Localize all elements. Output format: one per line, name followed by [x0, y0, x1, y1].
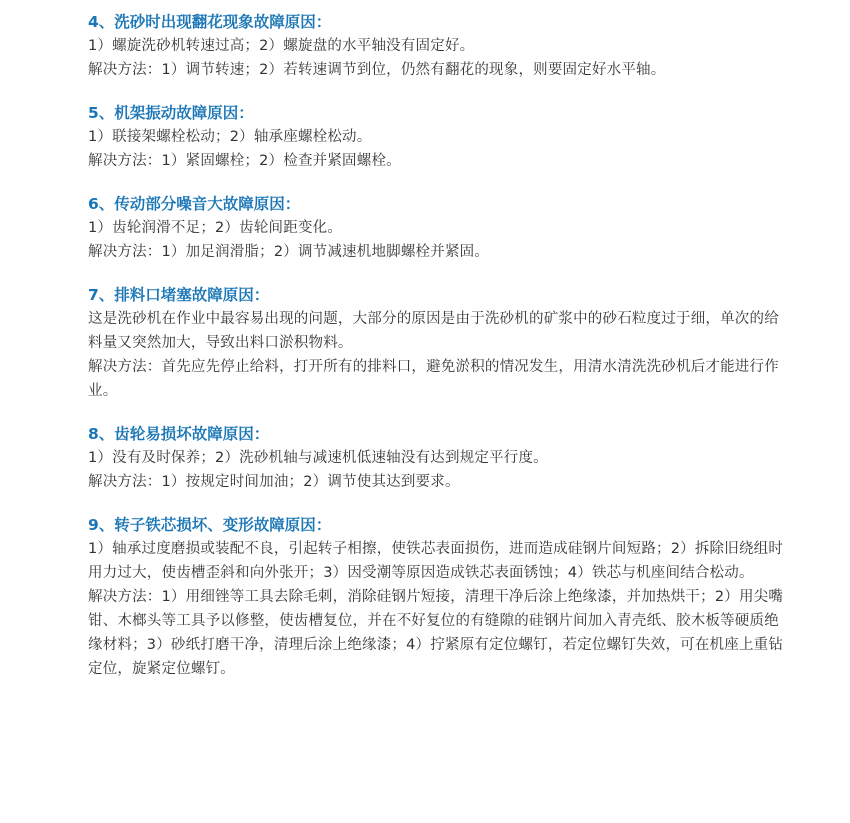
section-heading: 5、机架振动故障原因： — [88, 104, 254, 122]
section-heading: 6、传动部分噪音大故障原因： — [88, 195, 301, 213]
solution-text: 解决方法：首先应先停止给料，打开所有的排料口，避免淤积的情况发生，用清水清洗洗砂机后才能进行作业。 — [88, 359, 779, 399]
fault-section-9 — [88, 513, 790, 681]
section-heading: 8、齿轮易损坏故障原因： — [88, 425, 270, 443]
cause-text: 1）没有及时保养；2）洗砂机轴与减速机低速轴没有达到规定平行度。 — [88, 450, 548, 466]
solution-text: 解决方法：1）紧固螺栓；2）检查并紧固螺栓。 — [88, 153, 401, 169]
fault-section-7 — [88, 283, 790, 403]
solution-text: 解决方法：1）用细锉等工具去除毛刺，消除硅钢片短接，清理干净后涂上绝缘漆，并加热烘干；2）用尖嘴钳、木榔头等工具予以修整，使齿槽复位，并在不好复位的有缝隙的硅钢片间加入青壳纸、胶木板等硬质绝缘材料；3）砂纸打磨干净，清理后涂上绝缘漆；4）拧紧原有定位螺钉，若定位螺钉失效，可在机座上重钻定位，旋紧定位螺钉。 — [88, 589, 784, 677]
solution-text: 解决方法：1）调节转速；2）若转速调节到位，仍然有翻花的现象，则要固定好水平轴。 — [88, 62, 666, 78]
cause-text: 1）联接架螺栓松动；2）轴承座螺栓松动。 — [88, 129, 372, 145]
fault-section-5 — [88, 101, 790, 173]
section-heading: 9、转子铁芯损坏、变形故障原因： — [88, 516, 332, 534]
fault-section-6 — [88, 192, 790, 264]
fault-section-8 — [88, 422, 790, 494]
cause-text: 1）螺旋洗砂机转速过高；2）螺旋盘的水平轴没有固定好。 — [88, 38, 475, 54]
section-heading: 4、洗砂时出现翻花现象故障原因： — [88, 13, 332, 31]
cause-text: 1）轴承过度磨损或装配不良，引起转子相擦，使铁芯表面损伤，进而造成硅钢片间短路；2）拆除旧绕组时用力过大，使齿槽歪斜和向外张开；3）因受潮等原因造成铁芯表面锈蚀；4）铁芯与机座间结合松动。 — [88, 541, 784, 581]
fault-section-4 — [88, 10, 790, 82]
section-heading: 7、排料口堵塞故障原因： — [88, 286, 270, 304]
solution-text: 解决方法：1）按规定时间加油；2）调节使其达到要求。 — [88, 474, 460, 490]
cause-text: 1）齿轮润滑不足；2）齿轮间距变化。 — [88, 220, 343, 236]
solution-text: 解决方法：1）加足润滑脂；2）调节减速机地脚螺栓并紧固。 — [88, 244, 490, 260]
cause-text: 这是洗砂机在作业中最容易出现的问题，大部分的原因是由于洗砂机的矿浆中的砂石粒度过于细，单次的给料量又突然加大，导致出料口淤积物料。 — [88, 311, 779, 351]
